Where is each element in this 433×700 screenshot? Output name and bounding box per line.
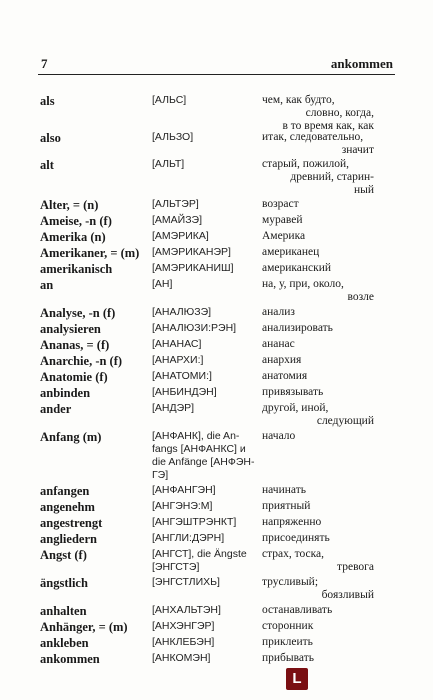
translation-line: в то время как, как <box>282 120 374 132</box>
translation-line: возле <box>347 291 374 303</box>
entry-pronunciation <box>152 306 270 319</box>
entry-translation <box>262 131 374 157</box>
entry-pronunciation <box>152 576 270 589</box>
entry-translation <box>262 158 374 197</box>
pronunciation-line: [АЛЬЗО] <box>152 131 194 143</box>
pronunciation-line: [АЛЬС] <box>152 94 187 106</box>
translation-line: сторонник <box>262 620 314 632</box>
translation-line: Америка <box>262 230 306 242</box>
translation-line: напряженно <box>262 516 322 528</box>
page-number: 7 <box>41 56 48 71</box>
translation-line: анатомия <box>262 370 308 382</box>
entry-headword: anbinden <box>40 386 91 400</box>
pronunciation-line: [АНКЛЕБЭН] <box>152 636 215 648</box>
entry-headword: Anhänger, = (m) <box>40 620 128 634</box>
entry-translation <box>262 214 374 227</box>
translation-line: тревога <box>337 561 374 573</box>
pronunciation-line: [АМЭРИКА] <box>152 230 209 242</box>
translation-line: анализировать <box>262 322 333 334</box>
entry-translation <box>262 484 374 497</box>
pronunciation-line: [АНБИНДЭН] <box>152 386 217 398</box>
entry-headword: Amerika (n) <box>40 230 106 244</box>
entry-headword: ander <box>40 402 72 416</box>
translation-line: анализ <box>262 306 295 318</box>
entry-pronunciation <box>152 354 270 367</box>
entry-headword: angestrengt <box>40 516 103 530</box>
entry-translation <box>262 604 374 617</box>
publisher-logo: L <box>286 668 308 690</box>
entry-translation <box>262 516 374 529</box>
pronunciation-line: [АЛЬТЭР] <box>152 198 199 210</box>
entry-pronunciation <box>152 636 270 649</box>
entry-headword: Alter, = (n) <box>40 198 99 212</box>
entry-pronunciation <box>152 620 270 633</box>
entry-headword: ankommen <box>40 652 100 666</box>
pronunciation-line: [АНГЭНЭ:М] <box>152 500 213 512</box>
entry-headword: als <box>40 94 55 108</box>
entry-headword: anhalten <box>40 604 87 618</box>
entry-headword: an <box>40 278 54 292</box>
entry-pronunciation <box>152 278 270 291</box>
entry-pronunciation <box>152 430 270 482</box>
pronunciation-line: [АНКОМЭН] <box>152 652 211 664</box>
entry-translation <box>262 306 374 319</box>
entry-pronunciation <box>152 338 270 351</box>
translation-line: приятный <box>262 500 311 512</box>
entry-headword: Analyse, -n (f) <box>40 306 116 320</box>
entry-translation <box>262 322 374 335</box>
translation-line: ный <box>353 184 374 196</box>
entry-translation <box>262 430 374 443</box>
translation-line: приклеить <box>262 636 313 648</box>
pronunciation-line: [ЭНГСТЭ] <box>152 561 200 573</box>
entry-headword: Ameise, -n (f) <box>40 214 112 228</box>
entry-translation <box>262 370 374 383</box>
translation-line: чем, как будто, <box>262 94 335 106</box>
translation-line: итак, следовательно, <box>262 131 364 143</box>
entry-pronunciation <box>152 370 270 383</box>
entry-headword: ängstlich <box>40 576 88 590</box>
translation-line: американец <box>262 246 320 258</box>
pronunciation-line: [АНГЭШТРЭНКТ] <box>152 516 237 528</box>
entry-translation <box>262 354 374 367</box>
entry-translation <box>262 246 374 259</box>
entry-pronunciation <box>152 322 270 335</box>
translation-line: значит <box>341 144 374 156</box>
entry-headword: Angst (f) <box>40 548 87 562</box>
translation-line: привязывать <box>262 386 324 398</box>
entry-pronunciation <box>152 158 270 171</box>
entry-translation <box>262 94 374 133</box>
translation-line: присоединять <box>262 532 330 544</box>
translation-line: возраст <box>262 198 299 210</box>
entry-translation <box>262 386 374 399</box>
translation-line: анархия <box>262 354 302 366</box>
entry-headword: Amerikaner, = (m) <box>40 246 140 260</box>
entry-headword: Anarchie, -n (f) <box>40 354 123 368</box>
entry-translation <box>262 402 374 428</box>
entry-headword: angliedern <box>40 532 97 546</box>
entry-headword: anfangen <box>40 484 90 498</box>
entry-translation <box>262 576 374 602</box>
entry-translation <box>262 198 374 211</box>
entry-translation <box>262 230 374 243</box>
pronunciation-line: [АНГЛИ:ДЭРН] <box>152 532 225 544</box>
entry-pronunciation <box>152 262 270 275</box>
entry-headword: alt <box>40 158 54 172</box>
entry-pronunciation <box>152 94 270 107</box>
entry-pronunciation <box>152 386 270 399</box>
translation-line: останавливать <box>262 604 333 616</box>
translation-line: старый, пожилой, <box>262 158 349 170</box>
entry-pronunciation <box>152 214 270 227</box>
pronunciation-line: [АЛЬТ] <box>152 158 185 170</box>
entry-translation <box>262 652 374 665</box>
pronunciation-line: [АНАТОМИ:] <box>152 370 212 382</box>
entry-pronunciation <box>152 246 270 259</box>
translation-line: начало <box>262 430 296 442</box>
pronunciation-line: [АНАЛЮЗЭ] <box>152 306 212 318</box>
pronunciation-line: [АНАНАС] <box>152 338 202 350</box>
pronunciation-line: [АНДЭР] <box>152 402 195 414</box>
pronunciation-line: [АНФАНГЭН] <box>152 484 216 496</box>
entry-translation <box>262 278 374 304</box>
entry-headword: analysieren <box>40 322 101 336</box>
entry-headword: amerikanisch <box>40 262 113 276</box>
entry-translation <box>262 532 374 545</box>
pronunciation-line: [АМАЙЗЭ] <box>152 214 203 226</box>
entry-headword: also <box>40 131 61 145</box>
entry-translation <box>262 262 374 275</box>
pronunciation-line: [АНАРХИ:] <box>152 354 204 366</box>
entry-translation <box>262 548 374 574</box>
entry-headword: Anfang (m) <box>40 430 102 444</box>
entry-headword: Anatomie (f) <box>40 370 108 384</box>
pronunciation-line: die Anfänge [АНФЭН- <box>152 456 255 468</box>
pronunciation-line: ГЭ] <box>152 469 169 481</box>
pronunciation-line: fangs [АНФАНКС] и <box>152 443 246 455</box>
translation-line: страх, тоска, <box>262 548 325 560</box>
translation-line: древний, старин- <box>290 171 374 183</box>
pronunciation-line: [АН] <box>152 278 173 290</box>
entry-pronunciation <box>152 198 270 211</box>
entry-translation <box>262 500 374 513</box>
pronunciation-line: [АМЭРИКАНЭР] <box>152 246 231 258</box>
translation-line: ананас <box>262 338 295 350</box>
translation-line: трусливый; <box>262 576 319 588</box>
translation-line: начинать <box>262 484 306 496</box>
entry-translation <box>262 636 374 649</box>
pronunciation-line: [АНХЭНГЭР] <box>152 620 215 632</box>
entry-headword: Ananas, = (f) <box>40 338 110 352</box>
entry-pronunciation <box>152 500 270 513</box>
entry-pronunciation <box>152 230 270 243</box>
translation-line: словно, когда, <box>305 107 374 119</box>
translation-line: муравей <box>262 214 303 226</box>
translation-line: на, у, при, около, <box>262 278 344 290</box>
entry-pronunciation <box>152 548 270 574</box>
entry-translation <box>262 620 374 633</box>
entry-pronunciation <box>152 604 270 617</box>
entry-headword: ankleben <box>40 636 89 650</box>
translation-line: прибывать <box>262 652 314 664</box>
pronunciation-line: [АНГСТ], die Ängste <box>152 548 247 560</box>
pronunciation-line: [АНХАЛЬТЭН] <box>152 604 221 616</box>
translation-line: другой, иной, <box>262 402 329 414</box>
translation-line: американский <box>262 262 332 274</box>
translation-line: боязливый <box>321 589 374 601</box>
pronunciation-line: [ЭНГСТЛИХЬ] <box>152 576 220 588</box>
entry-pronunciation <box>152 532 270 545</box>
pronunciation-line: [АМЭРИКАНИШ] <box>152 262 234 274</box>
entry-translation <box>262 338 374 351</box>
pronunciation-line: [АНАЛЮЗИ:РЭН] <box>152 322 237 334</box>
guide-word: ankommen <box>330 56 393 71</box>
entry-pronunciation <box>152 652 270 665</box>
entry-pronunciation <box>152 131 270 144</box>
entry-pronunciation <box>152 484 270 497</box>
entry-pronunciation <box>152 402 270 415</box>
pronunciation-line: [АНФАНК], die An- <box>152 430 240 442</box>
entry-headword: angenehm <box>40 500 95 514</box>
translation-line: следующий <box>316 415 374 427</box>
entry-pronunciation <box>152 516 270 529</box>
